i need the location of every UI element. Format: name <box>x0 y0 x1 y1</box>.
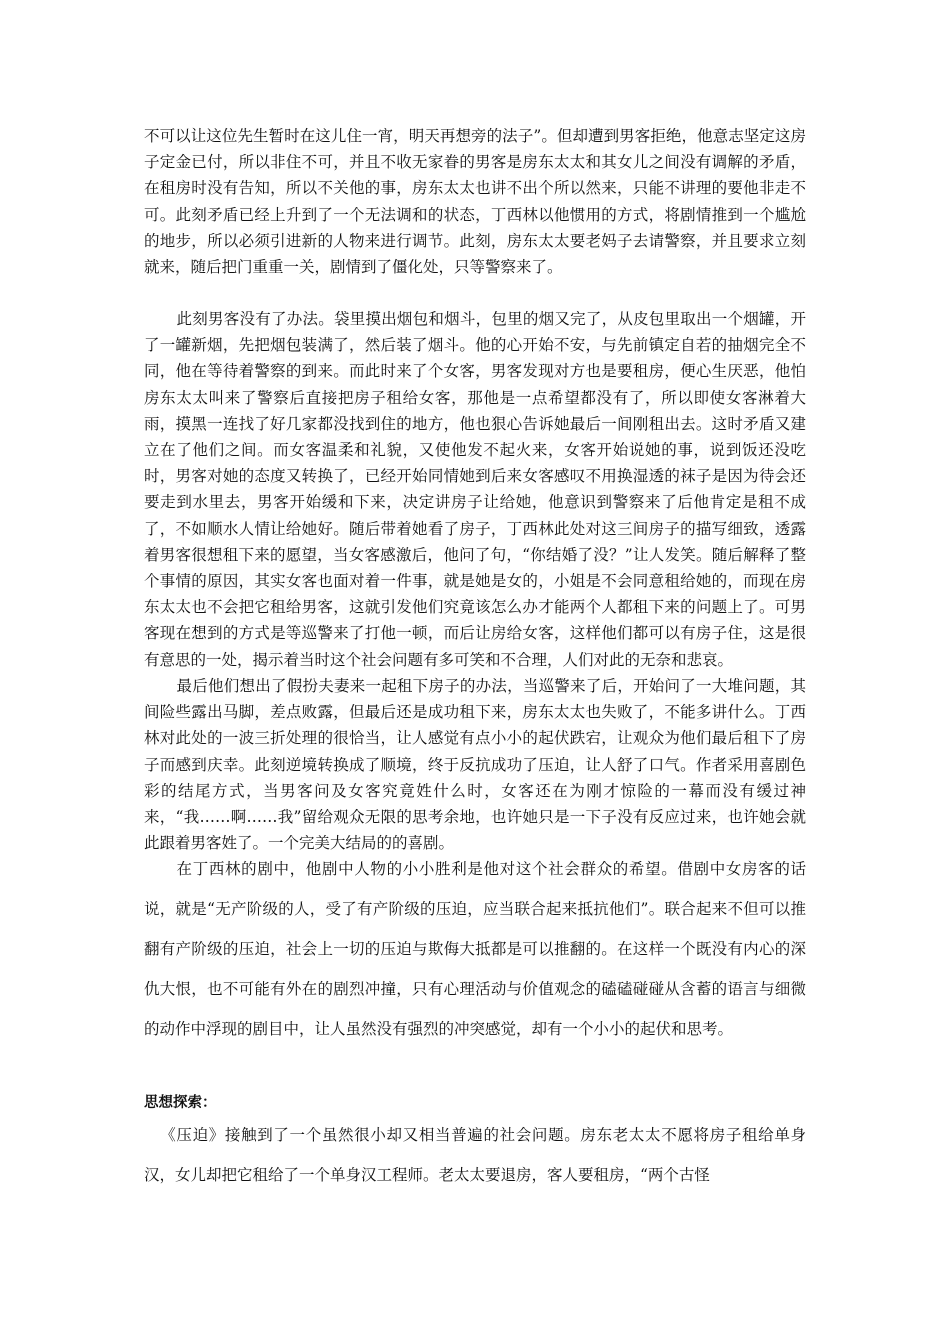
paragraph-1: 不可以让这位先生暂时在这儿住一宵，明天再想旁的法子”。但却遭到男客拒绝，他意志坚定这房子定金已付，所以非住不可，并且不收无家眷的男客是房东太太和其女儿之间没有调解的矛盾，在租房时没有告知，所以不关他的事，房东太太也讲不出个所以然来，只能不讲理的要他非走不可。此刻矛盾已经上升到了一个无法调和的状态，丁西林以他惯用的方式，将剧情推到一个尴尬的地步，所以必须引进新的人物来进行调节。此刻，房东太太要老妈子去请警察，并且要求立刻就来，随后把门重重一关，剧情到了僵化处，只等警察来了。 <box>144 127 806 277</box>
section-paragraph: 《压迫》接触到了一个虽然很小却又相当普遍的社会问题。房东老太太不愿将房子租给单身汉，女儿却把它租给了一个单身汉工程师。老太太要退房，客人要租房，“两个古怪 <box>144 1126 806 1184</box>
section-heading: 思想探索： <box>144 1095 217 1111</box>
paragraph-4: 在丁西林的剧中，他剧中人物的小小胜利是他对这个社会群众的希望。借剧中女房客的话说，就是“无产阶级的人，受了有产阶级的压迫，应当联合起来抵抗他们”。联合起来不但可以推翻有产阶级的压迫，社会上一切的压迫与欺侮大抵都是可以推翻的。在这样一个既没有内心的深仇大恨，也不可能有外在的剧烈冲撞，只有心理活动与价值观念的磕磕碰碰从含蓄的语言与细微的动作中浮现的剧目中，让人虽然没有强烈的冲突感觉，却有一个小小的起伏和思考。 <box>144 860 806 1038</box>
paragraph-2: 此刻男客没有了办法。袋里摸出烟包和烟斗，包里的烟又完了，从皮包里取出一个烟罐，开了一罐新烟，先把烟包装满了，然后装了烟斗。他的心开始不安，与先前镇定自若的抽烟完全不同，他在等待着警察的到来。而此时来了个女客，男客发现对方也是要租房，便心生厌恶，他怕房东太太叫来了警察后直接把房子租给女客，那他是一点希望都没有了，所以即使女客淋着大雨，摸黑一连找了好几家都没找到住的地方，他也狠心告诉她最后一间刚租出去。这时矛盾又建立在了他们之间。而女客温柔和礼貌，又使他发不起火来，女客开始说她的事，说到饭还没吃时，男客对她的态度又转换了，已经开始同情她到后来女客感叹不用换湿透的袜子是因为待会还要走到水里去，男客开始缓和下来，决定讲房子让给她，他意识到警察来了后他肯定是租不成了，不如顺水人情让给她好。随后带着她看了房子，丁西林此处对这三间房子的描写细致，透露着男客很想租下来的愿望，当女客感激后，他问了句，“你结婚了没？”让人发笑。随后解释了整个事情的原因，其实女客也面对着一件事，就是她是女的，小姐是不会同意租给她的，而现在房东太太也不会把它租给男客，这就引发他们究竟该怎么办才能两个人都租下来的问题上了。可男客现在想到的方式是等巡警来了打他一顿，而后让房给女客，这样他们都可以有房子住，这是很有意思的一处，揭示着当时这个社会问题有多可笑和不合理，人们对此的无奈和悲哀。 <box>144 310 806 669</box>
paragraph-3: 最后他们想出了假扮夫妻来一起租下房子的办法，当巡警来了后，开始问了一大堆问题，其间险些露出马脚，差点败露，但最后还是成功租下来，房东太太也失败了，不能多讲什么。丁西林对此处的一波三折处理的很恰当，让人感觉有点小小的起伏跌宕，让观众为他们最后租下了房子而感到庆幸。此刻逆境转换成了顺境，终于反抗成功了压迫，让人舒了口气。作者采用喜剧色彩的结尾方式，当男客问及女客究竟姓什么时，女客还在为刚才惊险的一幕而没有缓过神来，“我……啊……我”留给观众无限的思考余地，也许她只是一下子没有反应过来，也许她会就此跟着男客姓了。一个完美大结局的的喜剧。 <box>144 677 806 853</box>
